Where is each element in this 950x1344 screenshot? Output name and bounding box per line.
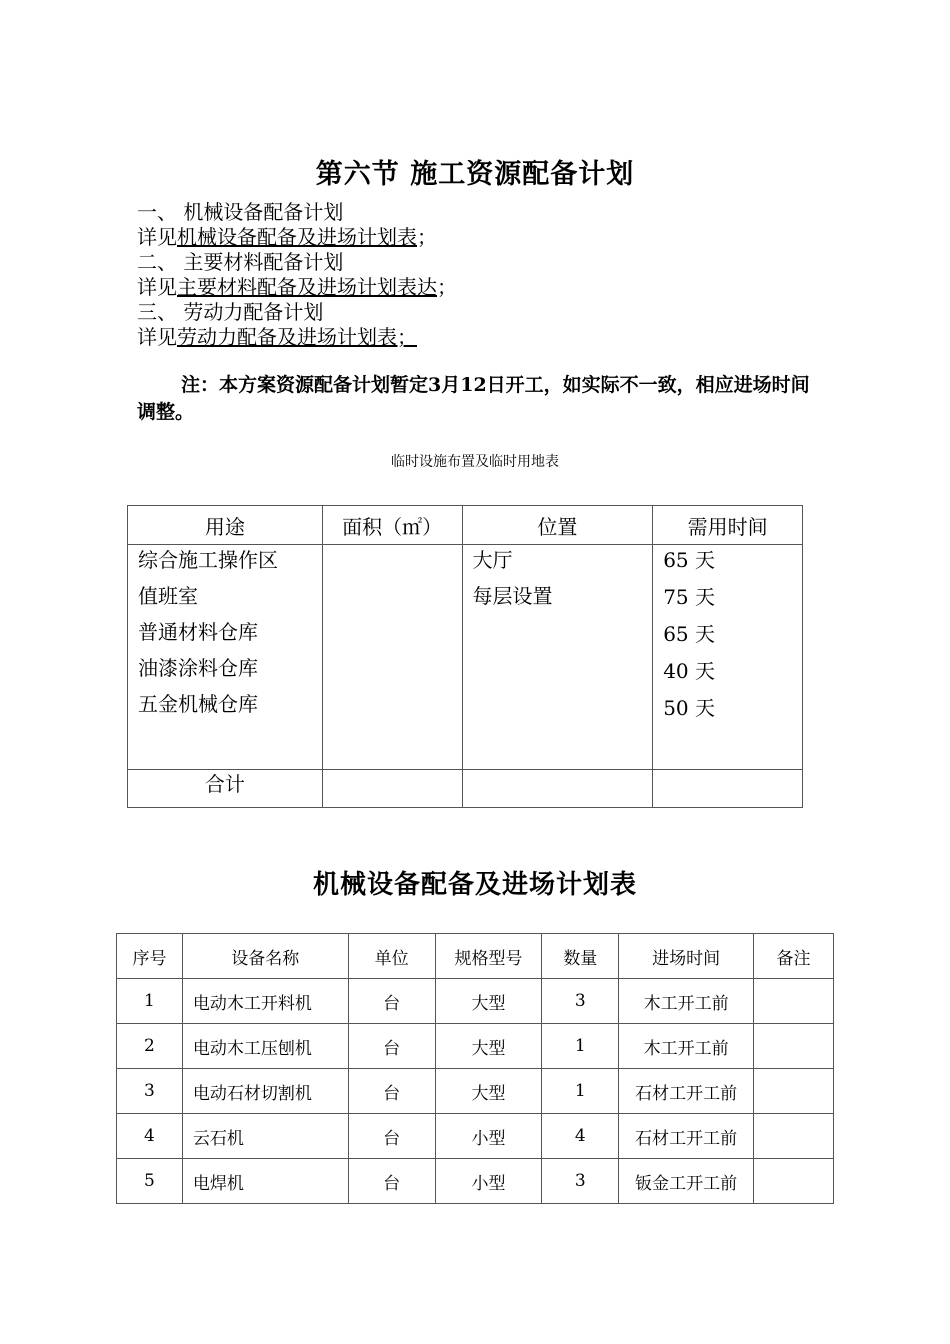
table2-header: 设备名称 [182,934,348,979]
item-2-suffix: ； [437,275,457,299]
cell-equipment-name: 电动石材切割机 [182,1069,348,1114]
cell-quantity: 1 [542,1024,619,1069]
cell-index: 2 [117,1024,183,1069]
section-title: 第六节 施工资源配备计划 [315,159,635,190]
cell-index: 5 [117,1159,183,1204]
use-item: 油漆涂料仓库 [138,656,258,680]
item-1-suffix: ； [417,225,437,249]
cell-quantity: 4 [542,1114,619,1159]
item-1-prefix: 详见 [137,225,177,249]
cell-equipment-name: 电动木工压刨机 [182,1024,348,1069]
table1-header-area: 面积（㎡） [322,506,462,545]
table1-total-location [462,770,653,808]
note [137,372,827,426]
table1-total-label: 合计 [128,770,323,808]
cell-unit: 台 [348,979,435,1024]
item-1-detail [137,225,437,249]
duration-item: 65 天 [663,622,715,646]
use-item: 五金机械仓库 [138,692,258,716]
table-row [117,1069,834,1114]
table-row [117,979,834,1024]
table1-uses-cell [128,545,323,770]
item-1-heading: 一、 机械设备配备计划 [137,200,344,224]
table1-total-row [128,770,803,808]
table1-header-duration: 需用时间 [653,506,803,545]
cell-remarks [754,979,834,1024]
item-2-detail [137,275,457,299]
duration-item: 50 天 [663,696,715,720]
table2-header: 进场时间 [619,934,754,979]
table1-caption: 临时设施布置及临时用地表 [391,454,559,470]
cell-remarks [754,1114,834,1159]
item-2-link: 主要材料配备及进场计划表达 [177,275,437,299]
cell-remarks [754,1069,834,1114]
table-row [117,1159,834,1204]
cell-quantity: 3 [542,1159,619,1204]
item-3-detail [137,325,417,349]
cell-index: 3 [117,1069,183,1114]
equipment-table [116,933,834,1204]
cell-unit: 台 [348,1069,435,1114]
cell-unit: 台 [348,1114,435,1159]
cell-equipment-name: 电动木工开料机 [182,979,348,1024]
cell-remarks [754,1159,834,1204]
cell-index: 4 [117,1114,183,1159]
item-3-link: 劳动力配备及进场计划表； [177,325,417,349]
cell-spec: 大型 [435,1024,542,1069]
table1-duration-cell [653,545,803,770]
cell-quantity: 3 [542,979,619,1024]
temporary-facilities-table [127,505,803,808]
table-row [117,1114,834,1159]
cell-entry-time: 木工开工前 [619,979,754,1024]
cell-index: 1 [117,979,183,1024]
cell-spec: 小型 [435,1114,542,1159]
table1-area-cell [322,545,462,770]
use-item: 普通材料仓库 [138,620,258,644]
item-2-prefix: 详见 [137,275,177,299]
duration-item: 75 天 [663,585,715,609]
table2-header: 规格型号 [435,934,542,979]
table1-total-area [322,770,462,808]
cell-entry-time: 石材工开工前 [619,1114,754,1159]
cell-spec: 大型 [435,979,542,1024]
item-1-link: 机械设备配备及进场计划表 [177,225,417,249]
table-row [117,1024,834,1069]
location-item: 大厅 [472,548,513,572]
table1-body-row [128,545,803,770]
item-2-heading: 二、 主要材料配备计划 [137,250,344,274]
cell-entry-time: 钣金工开工前 [619,1159,754,1204]
location-item: 每层设置 [472,584,553,608]
use-item: 值班室 [138,584,198,608]
table1-total-duration [653,770,803,808]
table1-header-row [128,506,803,545]
duration-item: 40 天 [663,659,715,683]
table1-location-cell [462,545,653,770]
table2-header: 序号 [117,934,183,979]
item-3-heading: 三、 劳动力配备计划 [137,300,324,324]
cell-quantity: 1 [542,1069,619,1114]
cell-unit: 台 [348,1159,435,1204]
cell-spec: 大型 [435,1069,542,1114]
table1-header-use: 用途 [128,506,323,545]
table2-header-row [117,934,834,979]
table2-header: 备注 [754,934,834,979]
equipment-table-title: 机械设备配备及进场计划表 [312,870,637,900]
cell-equipment-name: 云石机 [182,1114,348,1159]
cell-spec: 小型 [435,1159,542,1204]
cell-equipment-name: 电焊机 [182,1159,348,1204]
table1-header-location: 位置 [462,506,653,545]
note-text: 注：本方案资源配备计划暂定3月12日开工，如实际不一致，相应进场时间调整。 [137,374,810,423]
use-item: 综合施工操作区 [138,548,278,572]
cell-entry-time: 木工开工前 [619,1024,754,1069]
cell-entry-time: 石材工开工前 [619,1069,754,1114]
cell-remarks [754,1024,834,1069]
duration-item: 65 天 [663,548,715,572]
table2-header: 单位 [348,934,435,979]
cell-unit: 台 [348,1024,435,1069]
item-3-prefix: 详见 [137,325,177,349]
table2-header: 数量 [542,934,619,979]
